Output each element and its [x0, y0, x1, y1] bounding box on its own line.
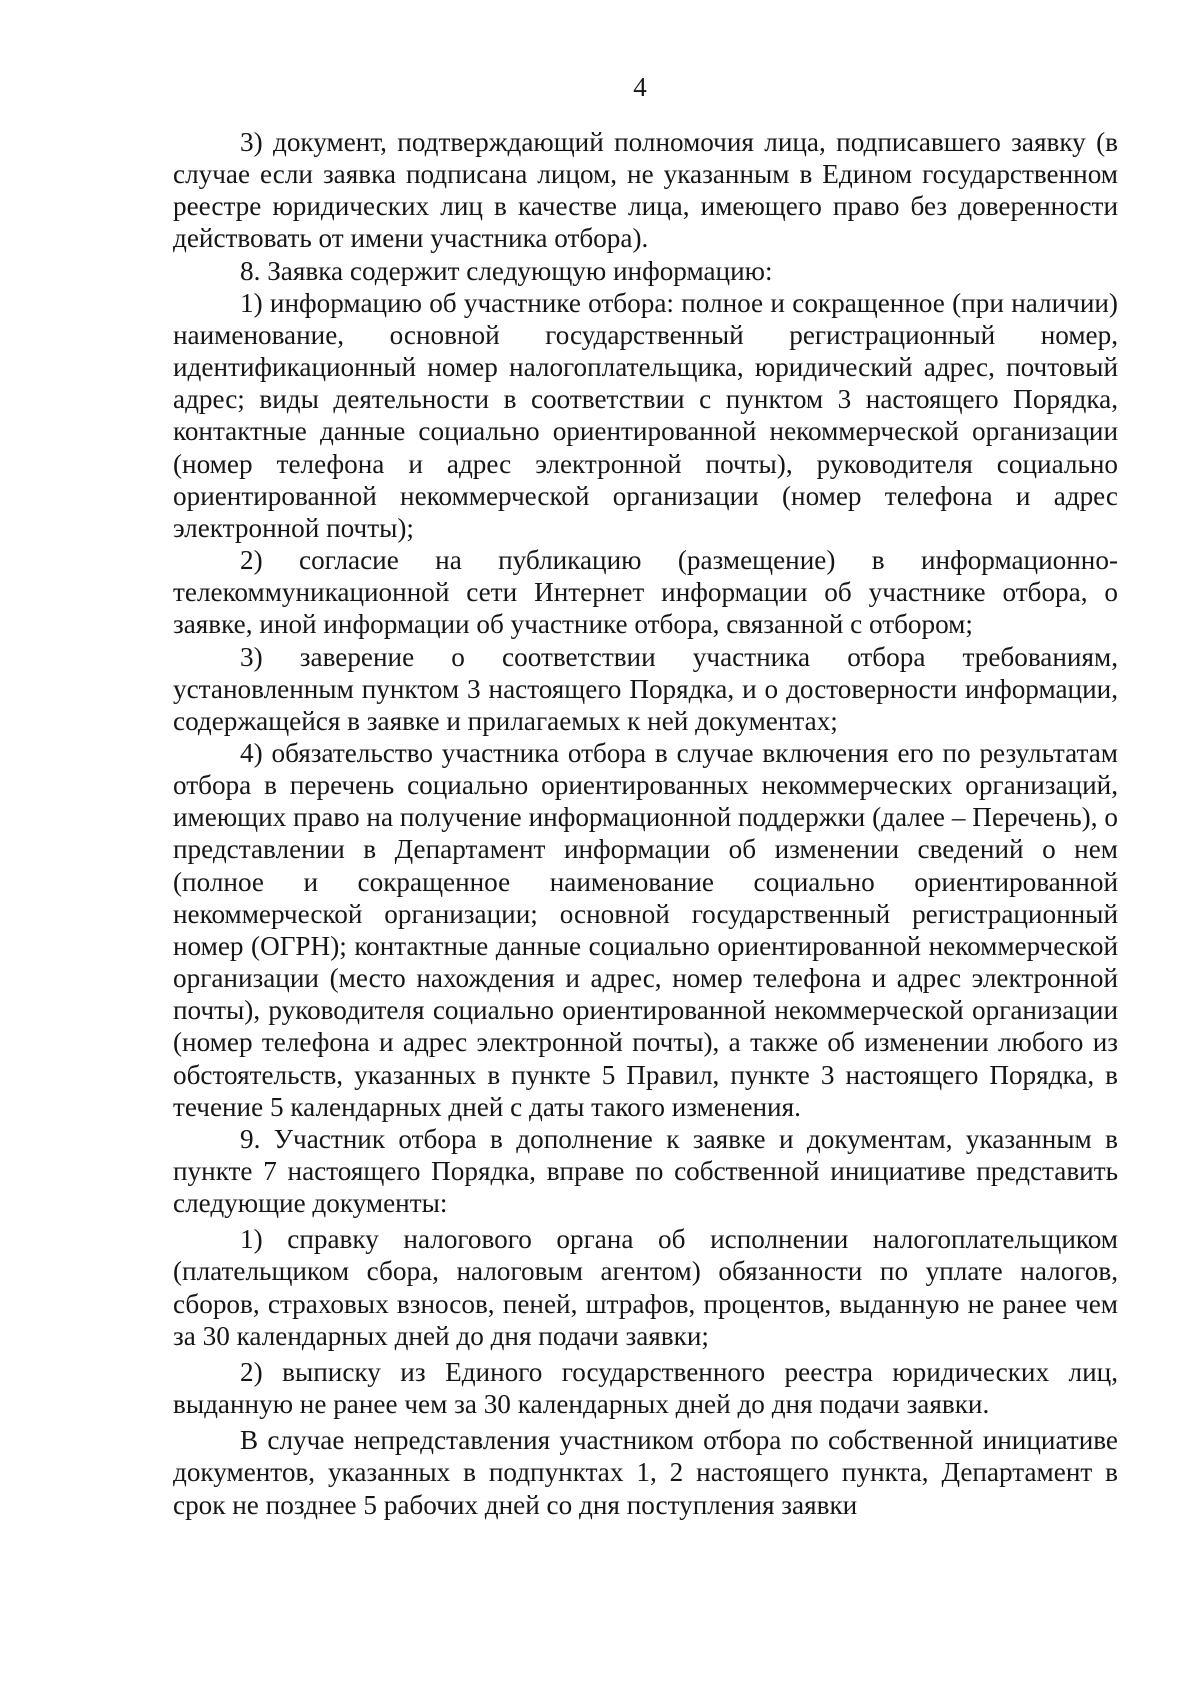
paragraph-9-2-registry-extract: 2) выписку из Единого государственного реестра юридических лиц, выданную не ранее чем за 30 календарных дней до дня подачи заявки.	[173, 1356, 1118, 1420]
paragraph-8-2-publication-consent: 2) согласие на публикацию (размещение) в информационно-телекоммуникационной сети Интернет информации об участнике отбора, о заявке, иной информации об участнике отбора, связанной с отбором;	[173, 545, 1118, 640]
paragraph-8-application-contents: 8. Заявка содержит следующую информацию:	[240, 255, 773, 286]
paragraph-9-non-submission-case: В случае непредставления участником отбора по собственной инициативе документов, указанных в подпунктах 1, 2 настоящего пункта, Департамент в срок не позднее 5 рабочих дней со дня поступления заявки	[173, 1425, 1118, 1520]
paragraph-8-3-compliance-assurance: 3) заверение о соответствии участника отбора требованиям, установленным пунктом 3 настоящего Порядка, и о достоверности информации, содержащейся в заявке и прилагаемых к ней документах;	[173, 641, 1118, 736]
paragraph-8-1-participant-info: 1) информацию об участнике отбора: полное и сокращенное (при наличии) наименование, основной государственный регистрационный номер, идентификационный номер налогоплательщика, юридический адрес, почтовый адрес; виды деятельности в соответствии с пунктом 3 настоящего Порядка, контактные данные социально ориентированной некоммерческой организации (номер телефона и адрес электронной почты), руководителя социально ориентированной некоммерческой организации (номер телефона и адрес электронной почты);	[173, 287, 1118, 543]
page-number: 4	[633, 72, 647, 102]
paragraph-3-authority-document: 3) документ, подтверждающий полномочия лица, подписавшего заявку (в случае если заявка подписана лицом, не указанным в Едином государственном реестре юридических лиц в качестве лица, имеющего право без доверенности действовать от имени участника отбора).	[173, 127, 1118, 254]
paragraph-9-optional-documents: 9. Участник отбора в дополнение к заявке и документам, указанным в пункте 7 настоящего Порядка, вправе по собственной инициативе представить следующие документы:	[173, 1123, 1118, 1219]
paragraph-9-1-tax-certificate: 1) справку налогового органа об исполнении налогоплательщиком (плательщиком сбора, налоговым агентом) обязанности по уплате налогов, сборов, страховых взносов, пеней, штрафов, процентов, выданную не ранее чем за 30 календарных дней до дня подачи заявки;	[173, 1224, 1118, 1351]
paragraph-8-4-participant-obligation: 4) обязательство участника отбора в случае включения его по результатам отбора в перечень социально ориентированных некоммерческих организаций, имеющих право на получение информационной поддержки (далее – Перечень), о представлении в Департамент информации об изменении сведений о нем (полное и сокращенное наименование социально ориентированной некоммерческой организации; основной государственный регистрационный номер (ОГРН); контактные данные социально ориентированной некоммерческой организации (место нахождения и адрес, номер телефона и адрес электронной почты), руководителя социально ориентированной некоммерческой организации (номер телефона и адрес электронной почты), а также об изменении любого из обстоятельств, указанных в пункте 5 Правил, пункте 3 настоящего Порядка, в течение 5 календарных дней с даты такого изменения.	[173, 737, 1118, 1122]
document-body	[173, 126, 1118, 1521]
